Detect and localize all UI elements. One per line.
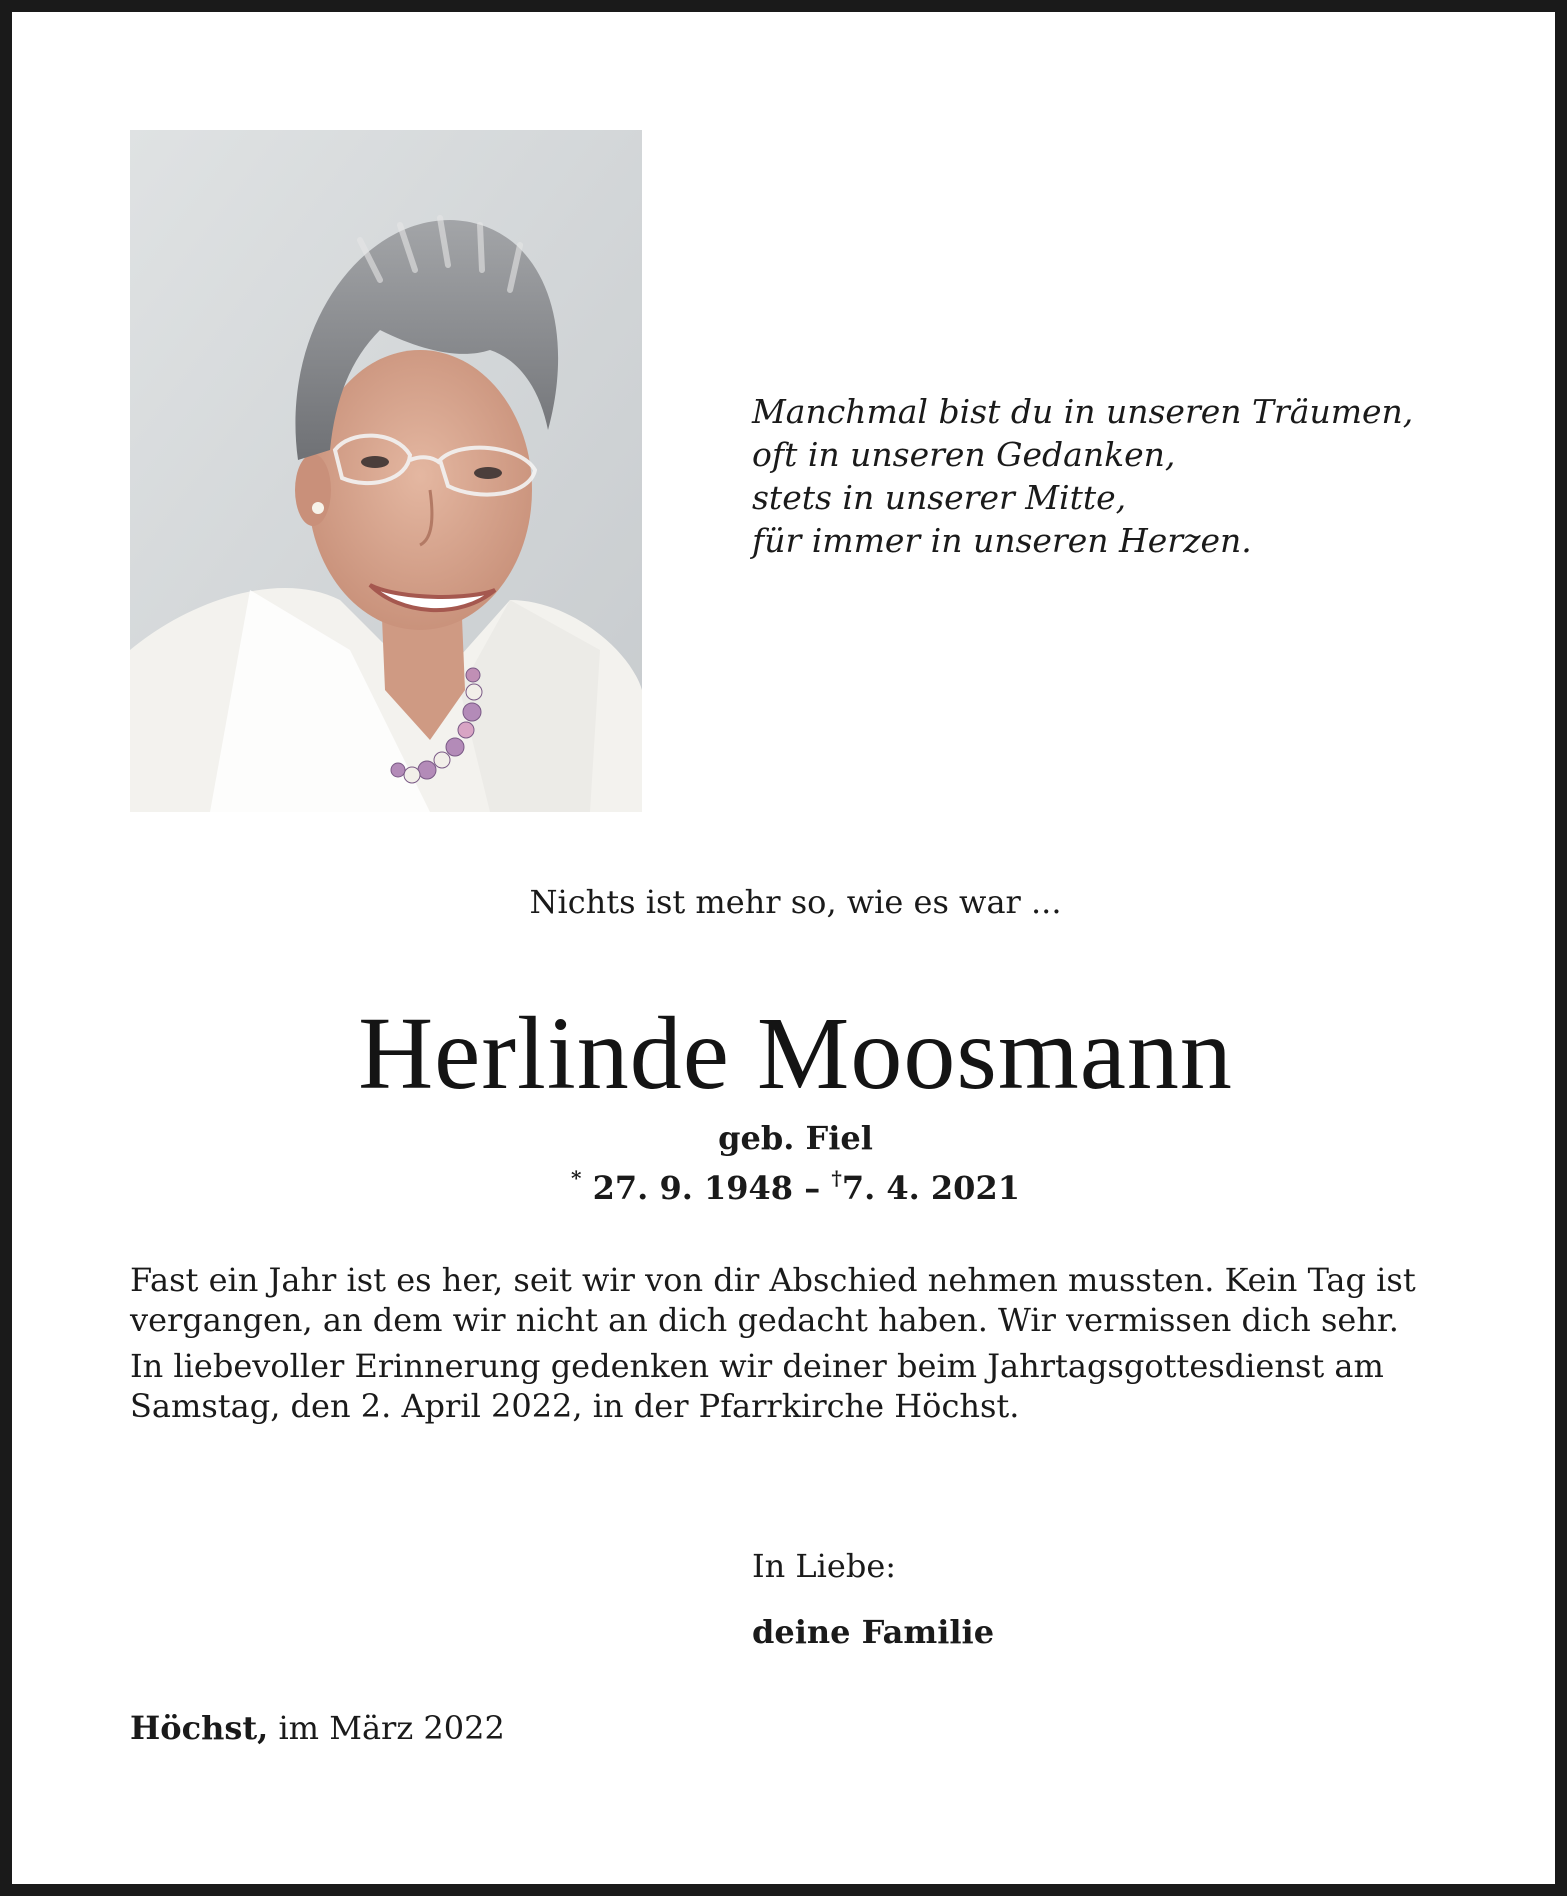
place: Höchst, xyxy=(130,1709,269,1747)
life-dates xyxy=(12,1158,1567,1208)
death-date: 7. 4. 2021 xyxy=(841,1169,1020,1207)
poem-line: Manchmal bist du in unseren Träumen, xyxy=(752,392,1414,431)
deceased-name: Herlinde Moosmann xyxy=(358,996,1233,1111)
intro-line: Nichts ist mehr so, wie es war ... xyxy=(529,883,1062,921)
memorial-text xyxy=(130,1260,1460,1432)
portrait-photo xyxy=(130,130,642,812)
date: im März 2022 xyxy=(268,1709,505,1747)
maiden-name: geb. Fiel xyxy=(718,1119,873,1157)
portrait-illustration xyxy=(130,130,642,812)
memorial-paragraph: Fast ein Jahr ist es her, seit wir von dir Abschied nehmen mussten. Kein Tag ist vergangen, an dem wir nicht an dich gedacht haben. Wir vermissen dich sehr. xyxy=(130,1261,1416,1339)
place-and-date xyxy=(130,1706,505,1750)
memorial-poem xyxy=(752,390,1492,562)
date-separator: – xyxy=(793,1169,832,1207)
poem-line: stets in unserer Mitte, xyxy=(752,478,1127,517)
death-symbol: † xyxy=(831,1166,842,1190)
birth-symbol: * xyxy=(571,1166,582,1190)
poem-line: oft in unseren Gedanken, xyxy=(752,435,1176,474)
closing-greeting: In Liebe: xyxy=(752,1547,897,1585)
birth-date: 27. 9. 1948 xyxy=(592,1169,794,1207)
poem-line: für immer in unseren Herzen. xyxy=(752,521,1252,560)
service-announcement: In liebevoller Erinnerung gedenken wir deiner beim Jahrtagsgottesdienst am Samstag, den 2. April 2022, in der Pfarrkirche Höchst. xyxy=(130,1347,1384,1425)
closing-signature: deine Familie xyxy=(752,1613,995,1651)
closing xyxy=(752,1544,994,1654)
